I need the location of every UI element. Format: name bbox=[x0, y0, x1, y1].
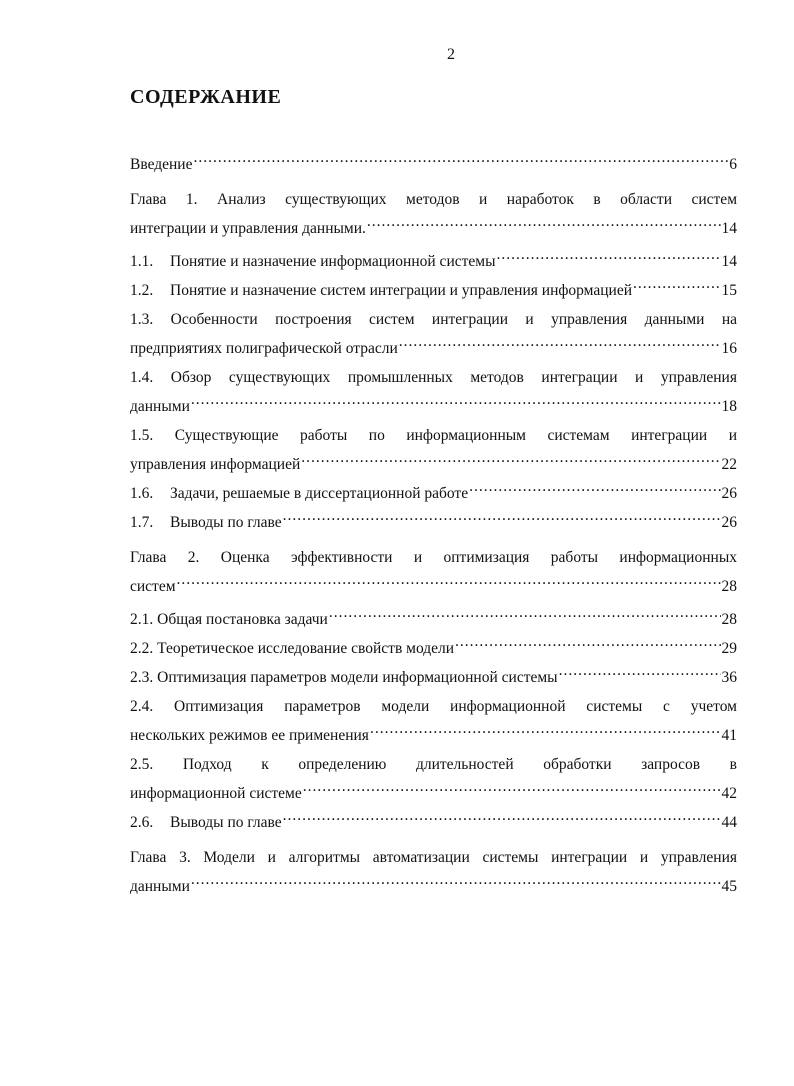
toc-leader-dots bbox=[633, 280, 720, 296]
toc-entry-title: управления информацией bbox=[130, 456, 301, 473]
toc-entry-title: данными bbox=[130, 398, 190, 415]
toc-entry-number: 1.7. bbox=[130, 514, 154, 531]
toc-entry-page: 6 bbox=[729, 156, 737, 173]
toc-entry-title: интеграции и управления данными. bbox=[130, 220, 366, 237]
toc-leader-dots bbox=[283, 512, 721, 528]
toc-entry-label bbox=[130, 572, 176, 601]
toc-entry[interactable] bbox=[130, 843, 737, 901]
toc-entry-title: Понятие и назначение систем интеграции и управления информацией bbox=[170, 282, 633, 299]
toc-entry-title-line: 2.4. Оптимизация параметров модели информационной системы с учетом bbox=[130, 698, 737, 715]
toc-entry-title-line: Глава 1. Анализ существующих методов и наработок в области систем bbox=[130, 191, 737, 208]
toc-entry-title: Введение bbox=[130, 156, 193, 173]
toc-leader-dots bbox=[559, 667, 721, 683]
toc-leader-dots bbox=[367, 218, 721, 234]
toc-entry-label bbox=[130, 479, 468, 508]
toc-entry-title: предприятиях полиграфической отрасли bbox=[130, 340, 398, 357]
toc-entry-label bbox=[130, 872, 190, 901]
toc-leader-dots bbox=[329, 609, 721, 625]
toc-entry-label bbox=[130, 808, 282, 837]
toc-entry-title: Задачи, решаемые в диссертационной работе bbox=[170, 485, 469, 502]
toc-entry-page: 14 bbox=[721, 253, 737, 270]
toc-entry[interactable] bbox=[130, 305, 737, 363]
toc-entry-title-line: 1.5. Существующие работы по информационным системам интеграции и bbox=[130, 427, 737, 444]
toc-entry-label bbox=[130, 779, 302, 808]
toc-entry-label bbox=[130, 508, 282, 537]
toc-entry-label bbox=[130, 247, 496, 276]
toc-entry-page: 28 bbox=[721, 578, 737, 595]
toc-entry-page: 22 bbox=[721, 456, 737, 473]
toc-leader-dots bbox=[177, 576, 721, 592]
toc-entry-title: нескольких режимов ее применения bbox=[130, 727, 369, 744]
toc-entry-page: 41 bbox=[721, 727, 737, 744]
toc-entry-number: 1.1. bbox=[130, 253, 154, 270]
toc-entry-label bbox=[130, 663, 558, 692]
toc-entry[interactable] bbox=[130, 543, 737, 601]
toc-entry-page: 36 bbox=[721, 669, 737, 686]
toc-entry-title: Понятие и назначение информационной системы bbox=[170, 253, 496, 270]
toc-entry-page: 42 bbox=[721, 785, 737, 802]
toc-entry-number: 1.6. bbox=[130, 485, 154, 502]
toc-entry-page: 14 bbox=[721, 220, 737, 237]
toc-entry-page: 18 bbox=[721, 398, 737, 415]
toc-entry-label bbox=[130, 392, 190, 421]
toc-leader-dots bbox=[191, 876, 721, 892]
table-of-contents bbox=[130, 150, 737, 901]
toc-leader-dots bbox=[399, 338, 721, 354]
toc-entry-number: 2.6. bbox=[130, 814, 154, 831]
toc-entry-title-line: Глава 3. Модели и алгоритмы автоматизации системы интеграции и управления bbox=[130, 849, 737, 866]
toc-entry-page: 29 bbox=[721, 640, 737, 657]
toc-entry-title: систем bbox=[130, 578, 176, 595]
toc-entry[interactable] bbox=[130, 363, 737, 421]
toc-entry-label bbox=[130, 605, 328, 634]
toc-leader-dots bbox=[455, 638, 720, 654]
toc-entry-label bbox=[130, 214, 366, 243]
toc-entry-number: 1.2. bbox=[130, 282, 154, 299]
toc-entry-label bbox=[130, 276, 632, 305]
toc-leader-dots bbox=[303, 783, 721, 799]
toc-leader-dots bbox=[469, 483, 720, 499]
page-number: 2 bbox=[447, 46, 455, 63]
page-title: СОДЕРЖАНИЕ bbox=[130, 86, 282, 108]
toc-leader-dots bbox=[301, 454, 720, 470]
toc-leader-dots bbox=[193, 154, 728, 170]
toc-entry[interactable] bbox=[130, 808, 737, 837]
toc-entry-page: 26 bbox=[721, 485, 737, 502]
toc-entry-label bbox=[130, 334, 398, 363]
toc-entry-title-line: Глава 2. Оценка эффективности и оптимизация работы информационных bbox=[130, 549, 737, 566]
toc-entry-title: данными bbox=[130, 878, 190, 895]
toc-entry-page: 16 bbox=[721, 340, 737, 357]
toc-entry[interactable] bbox=[130, 185, 737, 243]
toc-entry-title: информационной системе bbox=[130, 785, 302, 802]
toc-entry[interactable] bbox=[130, 479, 737, 508]
toc-entry-page: 15 bbox=[721, 282, 737, 299]
toc-entry[interactable] bbox=[130, 605, 737, 634]
toc-entry[interactable] bbox=[130, 508, 737, 537]
toc-entry-page: 45 bbox=[721, 878, 737, 895]
toc-entry-title: Выводы по главе bbox=[170, 514, 282, 531]
toc-entry-title: Выводы по главе bbox=[170, 814, 282, 831]
toc-entry[interactable] bbox=[130, 247, 737, 276]
toc-entry-label bbox=[130, 450, 300, 479]
toc-leader-dots bbox=[370, 725, 721, 741]
toc-entry[interactable] bbox=[130, 276, 737, 305]
toc-entry[interactable] bbox=[130, 421, 737, 479]
toc-entry[interactable] bbox=[130, 150, 737, 179]
toc-entry[interactable] bbox=[130, 663, 737, 692]
toc-entry-page: 44 bbox=[721, 814, 737, 831]
toc-leader-dots bbox=[497, 251, 721, 267]
toc-entry-page: 26 bbox=[721, 514, 737, 531]
toc-leader-dots bbox=[191, 396, 721, 412]
toc-entry-title: 2.2. Теоретическое исследование свойств модели bbox=[130, 640, 455, 657]
toc-entry-title-line: 1.4. Обзор существующих промышленных методов интеграции и управления bbox=[130, 369, 737, 386]
toc-entry-title-line: 1.3. Особенности построения систем интеграции и управления данными на bbox=[130, 311, 737, 328]
toc-entry[interactable] bbox=[130, 692, 737, 750]
toc-entry-title: 2.3. Оптимизация параметров модели информационной системы bbox=[130, 669, 558, 686]
toc-entry[interactable] bbox=[130, 634, 737, 663]
toc-entry-title-line: 2.5. Подход к определению длительностей обработки запросов в bbox=[130, 756, 737, 773]
toc-entry-label bbox=[130, 721, 369, 750]
toc-entry-label bbox=[130, 634, 454, 663]
toc-leader-dots bbox=[283, 812, 721, 828]
toc-entry[interactable] bbox=[130, 750, 737, 808]
toc-entry-label bbox=[130, 150, 192, 179]
toc-entry-title: 2.1. Общая постановка задачи bbox=[130, 611, 328, 628]
toc-entry-page: 28 bbox=[721, 611, 737, 628]
